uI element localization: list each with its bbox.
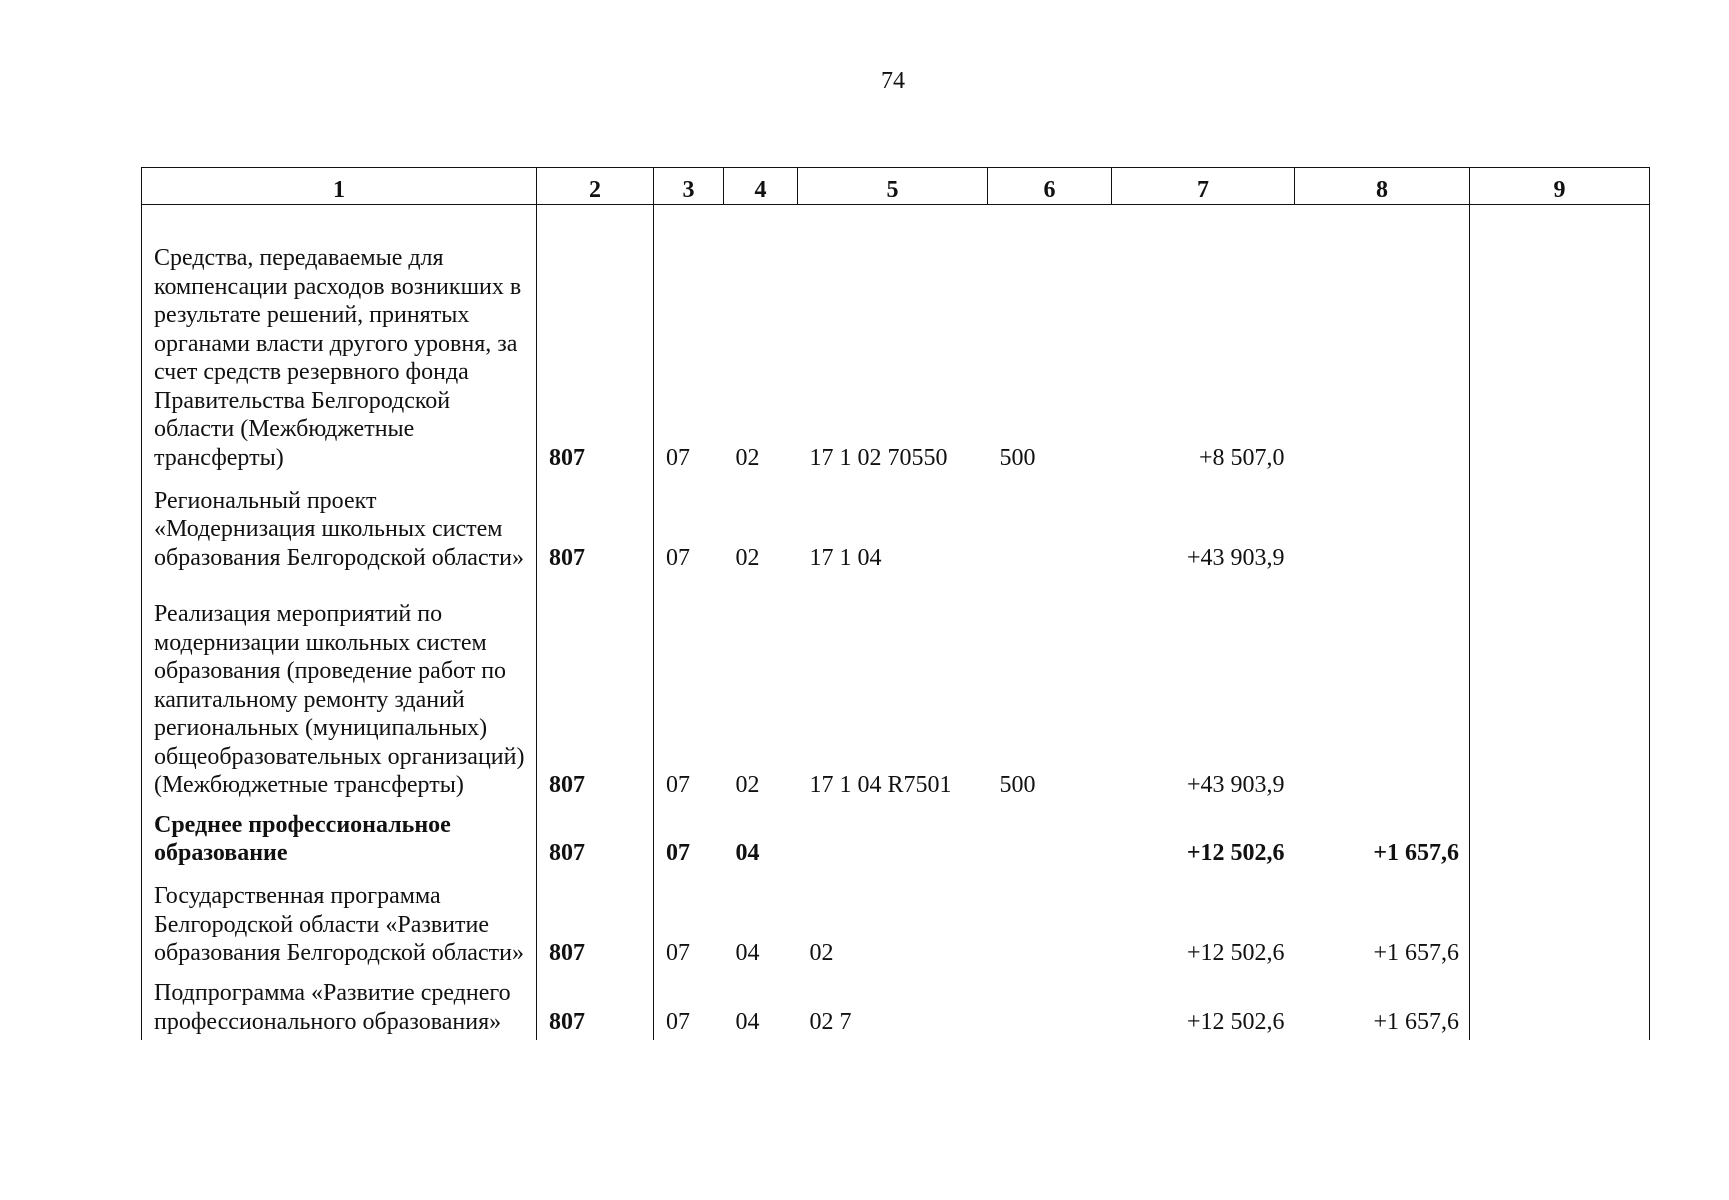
row-amount-9 bbox=[1470, 217, 1650, 476]
row-target-article: 17 1 04 bbox=[809, 544, 882, 571]
row-subsection-code: 04 bbox=[735, 1008, 760, 1035]
col-header-9: 9 bbox=[1470, 168, 1650, 205]
col-header-2: 2 bbox=[537, 168, 654, 205]
row-amount-8: +1 657,6 bbox=[1373, 840, 1459, 867]
col-header-5: 5 bbox=[798, 168, 988, 205]
row-amount-7: +8 507,0 bbox=[1198, 444, 1285, 471]
table-row bbox=[142, 576, 1650, 803]
table-row bbox=[142, 476, 1650, 576]
header-row bbox=[142, 168, 1650, 205]
row-amount-9 bbox=[1470, 476, 1650, 576]
row-target-article bbox=[798, 804, 988, 872]
row-amount-8: +1 657,6 bbox=[1373, 940, 1459, 967]
row-ministry-code: 807 bbox=[537, 576, 654, 803]
row-description: Среднее профессиональное образование bbox=[142, 804, 537, 872]
row-amount-9 bbox=[1470, 576, 1650, 803]
row-ministry-code: 807 bbox=[537, 217, 654, 476]
row-target-article: 02 bbox=[809, 940, 834, 967]
row-subsection-code: 04 bbox=[735, 940, 760, 967]
row-amount-7: +43 903,9 bbox=[1186, 544, 1285, 571]
row-expense-type bbox=[988, 872, 1112, 972]
row-target-article: 02 7 bbox=[809, 1008, 852, 1035]
row-section-code: 07 bbox=[666, 840, 690, 867]
row-expense-type bbox=[988, 804, 1112, 872]
row-section-code: 07 bbox=[666, 544, 690, 571]
col-header-6: 6 bbox=[988, 168, 1112, 205]
row-expense-type bbox=[988, 476, 1112, 576]
table-row bbox=[142, 217, 1650, 476]
row-target-article: 17 1 02 70550 bbox=[809, 444, 948, 471]
col-header-8: 8 bbox=[1295, 168, 1470, 205]
row-expense-type: 500 bbox=[999, 444, 1036, 471]
table-row bbox=[142, 972, 1650, 1040]
row-amount-8 bbox=[1295, 576, 1470, 803]
row-subsection-code: 04 bbox=[735, 840, 760, 867]
row-ministry-code: 807 bbox=[537, 804, 654, 872]
row-amount-7: +12 502,6 bbox=[1186, 1008, 1285, 1035]
row-description: Подпрограмма «Развитие среднего профессионального образования» bbox=[142, 972, 537, 1040]
row-expense-type bbox=[988, 972, 1112, 1040]
row-description: Региональный проект «Модернизация школьных систем образования Белгородской области» bbox=[142, 476, 537, 576]
row-section-code: 07 bbox=[666, 940, 690, 967]
row-section-code: 07 bbox=[666, 1008, 690, 1035]
spacer-row bbox=[142, 205, 1650, 218]
row-amount-9 bbox=[1470, 972, 1650, 1040]
col-header-4: 4 bbox=[724, 168, 798, 205]
row-amount-7: +12 502,6 bbox=[1186, 840, 1285, 867]
row-description: Реализация мероприятий по модернизации школьных систем образования (проведение работ по капитальному ремонту зданий региональных (муниципальных) общеобразовательных организаций) (Межбюджетные трансферты) bbox=[142, 576, 537, 803]
row-description: Государственная программа Белгородской области «Развитие образования Белгородской области» bbox=[142, 872, 537, 972]
page-number: 74 bbox=[881, 68, 905, 94]
row-ministry-code: 807 bbox=[537, 972, 654, 1040]
row-subsection-code: 02 bbox=[735, 544, 760, 571]
table-row bbox=[142, 872, 1650, 972]
row-expense-type: 500 bbox=[999, 772, 1036, 799]
row-amount-8 bbox=[1295, 217, 1470, 476]
row-ministry-code: 807 bbox=[537, 872, 654, 972]
row-section-code: 07 bbox=[666, 772, 690, 799]
row-amount-9 bbox=[1470, 804, 1650, 872]
row-subsection-code: 02 bbox=[735, 444, 760, 471]
row-amount-8: +1 657,6 bbox=[1373, 1008, 1459, 1035]
col-header-7: 7 bbox=[1112, 168, 1295, 205]
row-amount-9 bbox=[1470, 872, 1650, 972]
row-description: Средства, передаваемые для компенсации расходов возникших в результате решений, принятых органами власти другого уровня, за счет средств резервного фонда Правительства Белгородской области (Межбюджетные трансферты) bbox=[142, 217, 537, 476]
row-section-code: 07 bbox=[666, 444, 690, 471]
row-subsection-code: 02 bbox=[735, 772, 760, 799]
col-header-3: 3 bbox=[654, 168, 724, 205]
row-ministry-code: 807 bbox=[537, 476, 654, 576]
row-target-article: 17 1 04 R7501 bbox=[809, 772, 952, 799]
table-row bbox=[142, 804, 1650, 872]
col-header-1: 1 bbox=[142, 168, 537, 205]
row-amount-7: +43 903,9 bbox=[1186, 772, 1285, 799]
row-amount-8 bbox=[1295, 476, 1470, 576]
row-amount-7: +12 502,6 bbox=[1186, 940, 1285, 967]
budget-table bbox=[141, 167, 1650, 1040]
